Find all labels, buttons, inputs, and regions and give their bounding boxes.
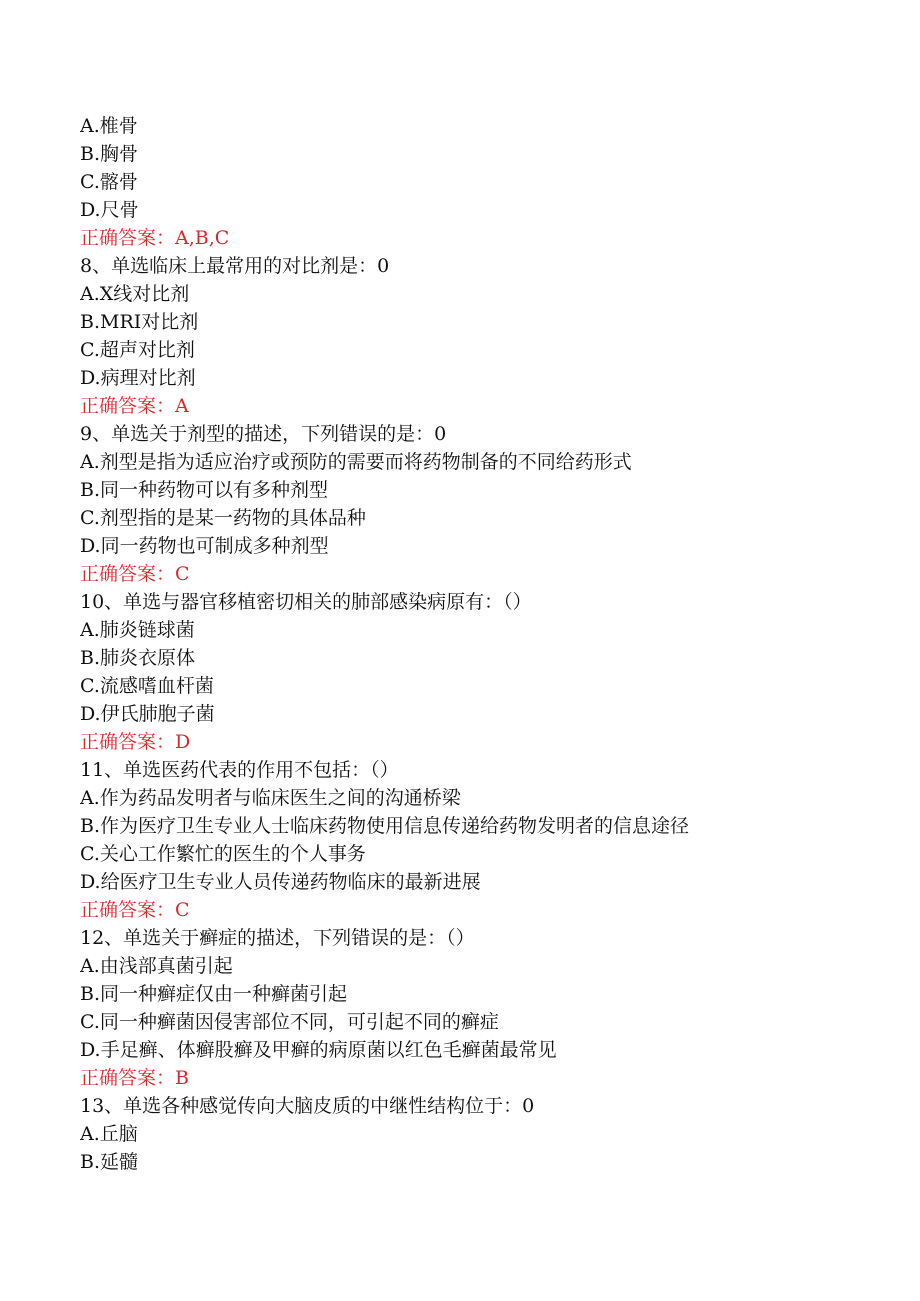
answer-value: A [175,395,189,417]
option-0-a: A.椎骨 [80,115,138,137]
option-12-c: C.同一种癣菌因侵害部位不同，可引起不同的癣症 [80,1011,499,1033]
option-11-d: D.给医疗卫生专业人员传递药物临床的最新进展 [80,871,481,893]
option-8-b: B.MRI对比剂 [80,311,199,333]
question-13: 13、单选各种感觉传向大脑皮质的中继性结构位于：0 [80,1095,535,1117]
question-10: 10、单选与器官移植密切相关的肺部感染病原有：（） [80,591,532,613]
answer-11 [80,896,880,924]
option-13-b: B.延髓 [80,1151,139,1173]
answer-0 [80,224,880,252]
answer-label: 正确答案： [80,563,176,585]
option-0-d: D.尺骨 [80,199,139,221]
answer-8 [80,392,880,420]
option-9-d: D.同一药物也可制成多种剂型 [80,535,329,557]
answer-10 [80,728,880,756]
answer-value: C [175,899,190,921]
option-11-c: C.关心工作繁忙的医生的个人事务 [80,843,366,865]
answer-label: 正确答案： [80,395,176,417]
answer-value: D [175,731,191,753]
option-9-c: C.剂型指的是某一药物的具体品种 [80,507,366,529]
answer-label: 正确答案： [80,731,176,753]
answer-value: A,B,C [175,227,230,249]
answer-label: 正确答案： [80,1067,176,1089]
answer-12 [80,1064,880,1092]
option-12-d: D.手足癣、体癣股癣及甲癣的病原菌以红色毛癣菌最常见 [80,1039,557,1061]
option-8-c: C.超声对比剂 [80,339,195,361]
option-12-b: B.同一种癣症仅由一种癣菌引起 [80,983,348,1005]
option-11-a: A.作为药品发明者与临床医生之间的沟通桥梁 [80,787,461,809]
answer-label: 正确答案： [80,227,176,249]
option-9-b: B.同一种药物可以有多种剂型 [80,479,329,501]
option-9-a: A.剂型是指为适应治疗或预防的需要而将药物制备的不同给药形式 [80,451,632,473]
question-12: 12、单选关于癣症的描述，下列错误的是：（） [80,927,475,949]
answer-9 [80,560,880,588]
option-8-d: D.病理对比剂 [80,367,196,389]
option-10-d: D.伊氏肺胞子菌 [80,703,215,725]
question-8: 8、单选临床上最常用的对比剂是：0 [80,255,390,277]
option-13-a: A.丘脑 [80,1123,138,1145]
option-0-b: B.胸骨 [80,143,139,165]
document-page [80,112,880,1176]
answer-value: B [175,1067,189,1089]
option-11-b: B.作为医疗卫生专业人士临床药物使用信息传递给药物发明者的信息途径 [80,815,690,837]
option-10-b: B.肺炎衣原体 [80,647,196,669]
option-0-c: C.髂骨 [80,171,138,193]
answer-value: C [175,563,190,585]
option-8-a: A.X线对比剂 [80,283,190,305]
option-10-a: A.肺炎链球菌 [80,619,195,641]
question-9: 9、单选关于剂型的描述，下列错误的是：0 [80,423,447,445]
option-12-a: A.由浅部真菌引起 [80,955,233,977]
option-10-c: C.流感嗜血杆菌 [80,675,214,697]
answer-label: 正确答案： [80,899,176,921]
question-11: 11、单选医药代表的作用不包括：（） [80,759,399,781]
